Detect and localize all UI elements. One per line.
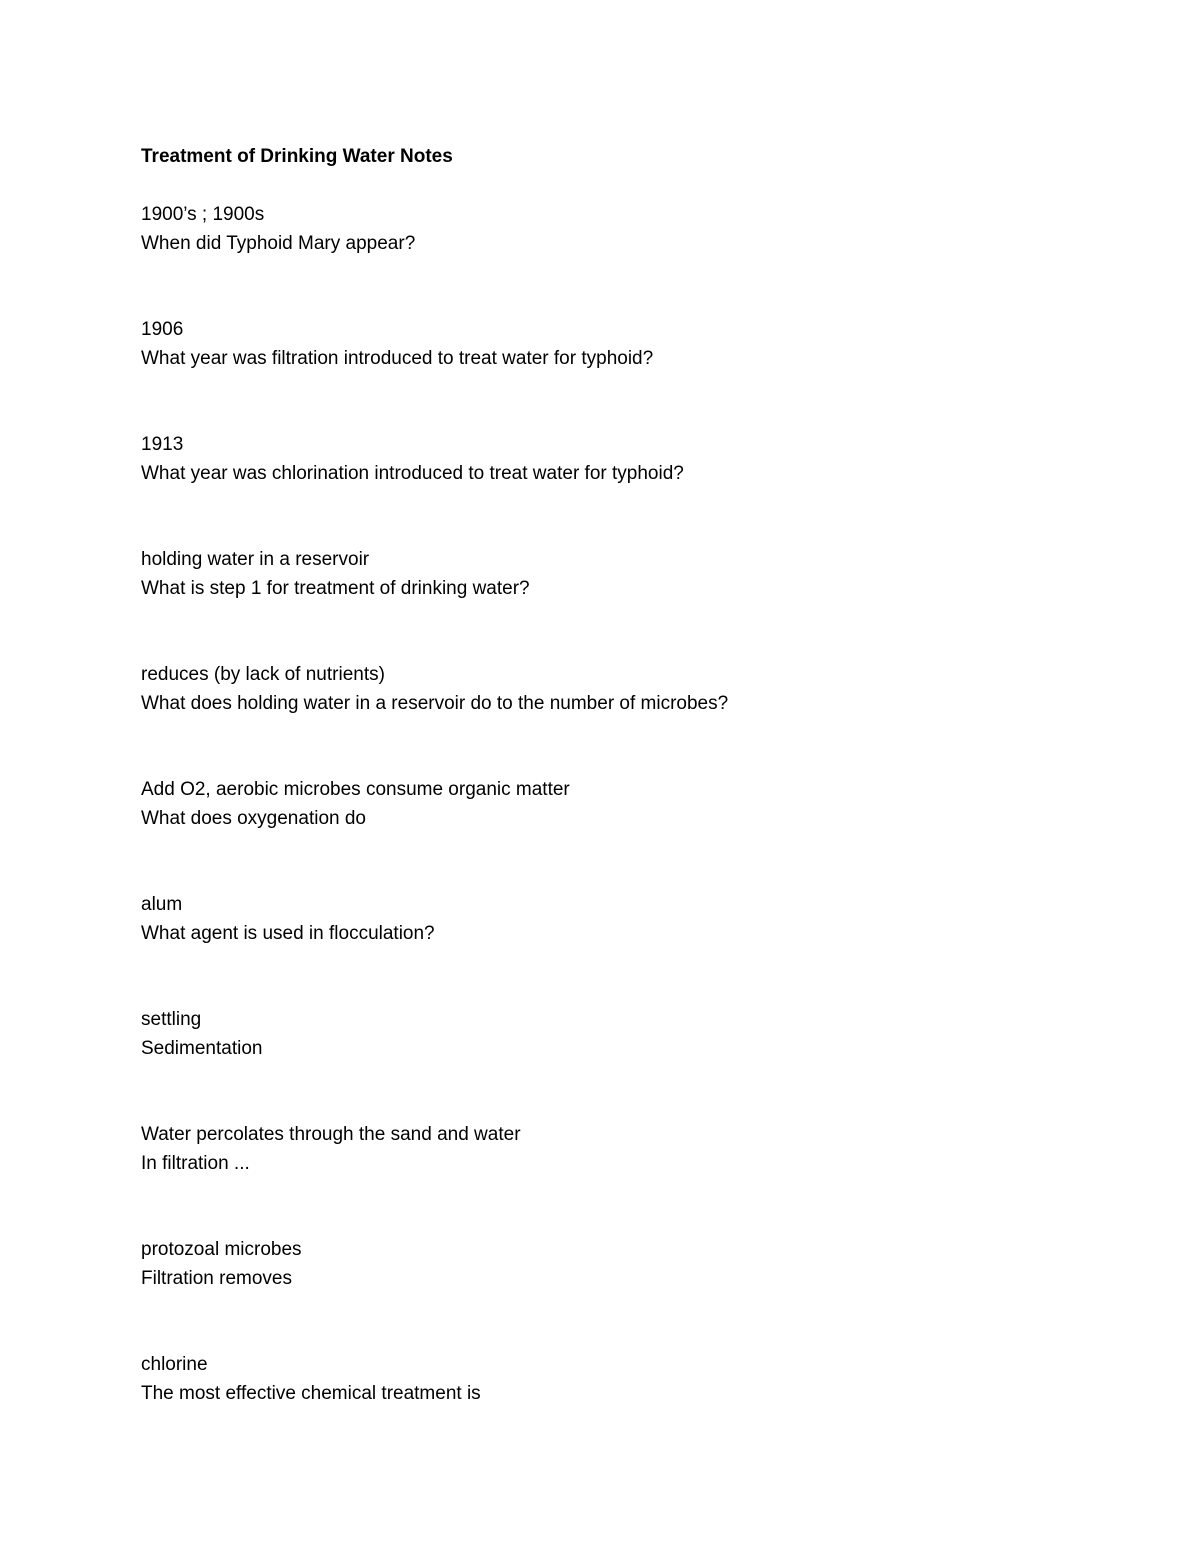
note-question: What does holding water in a reservoir do to the number of microbes? — [141, 693, 729, 714]
note-answer: settling — [141, 1009, 202, 1030]
note-question: When did Typhoid Mary appear? — [141, 233, 416, 254]
note-entry — [141, 775, 1141, 890]
note-question: What year was chlorination introduced to treat water for typhoid? — [141, 463, 684, 484]
note-answer: 1913 — [141, 434, 184, 455]
note-entry — [141, 1120, 1141, 1235]
note-answer: reduces (by lack of nutrients) — [141, 664, 385, 685]
notes-list — [141, 200, 1141, 1465]
note-question: What year was filtration introduced to treat water for typhoid? — [141, 348, 654, 369]
note-entry — [141, 1235, 1141, 1350]
note-question: What is step 1 for treatment of drinking water? — [141, 578, 530, 599]
note-answer: protozoal microbes — [141, 1239, 302, 1260]
note-entry — [141, 200, 1141, 315]
note-entry — [141, 890, 1141, 1005]
note-question: In filtration ... — [141, 1153, 250, 1174]
note-entry — [141, 1005, 1141, 1120]
note-question: What agent is used in flocculation? — [141, 923, 435, 944]
note-question: The most effective chemical treatment is — [141, 1383, 481, 1404]
note-entry — [141, 545, 1141, 660]
note-answer: holding water in a reservoir — [141, 549, 370, 570]
note-answer: Water percolates through the sand and water — [141, 1124, 521, 1145]
note-entry — [141, 430, 1141, 545]
note-question: Sedimentation — [141, 1038, 263, 1059]
note-question: What does oxygenation do — [141, 808, 366, 829]
note-entry — [141, 660, 1141, 775]
note-answer: chlorine — [141, 1354, 208, 1375]
note-question: Filtration removes — [141, 1268, 292, 1289]
note-answer: 1906 — [141, 319, 184, 340]
note-entry — [141, 1350, 1141, 1465]
note-answer: 1900’s ; 1900s — [141, 204, 265, 225]
note-answer: alum — [141, 894, 183, 915]
note-answer: Add O2, aerobic microbes consume organic matter — [141, 779, 570, 800]
note-entry — [141, 315, 1141, 430]
document-title: Treatment of Drinking Water Notes — [141, 146, 453, 167]
